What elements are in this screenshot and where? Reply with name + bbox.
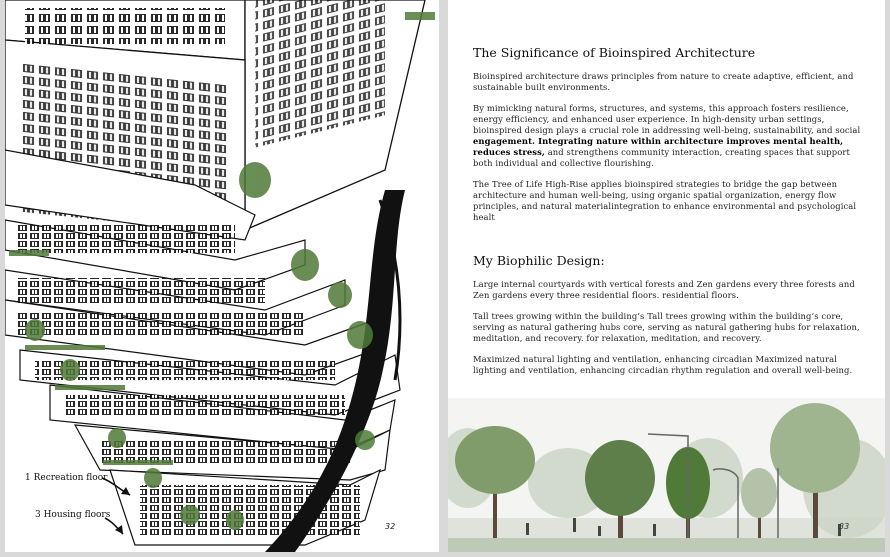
page-title: The Significance of Bioinspired Architecture (473, 45, 756, 60)
section-subtitle: My Biophilic Design: (473, 253, 605, 268)
mimicry-text-bold: engagement. Integrating nature within architecture improves mental health, reduces stress, (473, 136, 844, 157)
text-content (473, 45, 868, 386)
mimicry-text-start: By mimicking natural forms, structures, and systems, this approach fosters resilience, energy efficiency, and enhanced user experience. In high-density urban settings, bioinspired design plays a crucial role in addressing well-being, sustainability, and social (473, 103, 861, 135)
intro-paragraph: Bioinspired architecture draws principles from nature to create adaptive, efficient, and sustainable built environments. (473, 71, 854, 92)
left-page (5, 0, 439, 552)
recreation-floor-label: 1 Recreation floor (25, 473, 108, 483)
page-number-right: 33 (839, 522, 850, 531)
tree-of-life-paragraph: The Tree of Life High-Rise applies bioinspired strategies to bridge the gap between architecture and human well-being, using organic spatial organization, energy flow principles, and natural materialintegration to enhance environmental and psychological healt (473, 179, 857, 222)
courtyards-paragraph: Large internal courtyards with vertical forests and Zen gardens every three forests and Zen gardens every three residential floors. residential floors. (473, 279, 855, 300)
right-page (448, 0, 885, 552)
mimicry-text-end: and strengthens community interaction, creating spaces that support both individual and collective flourishing. (473, 147, 850, 168)
building-sketch (5, 0, 439, 552)
page-number-left: 32 (385, 522, 396, 531)
lighting-paragraph: Maximized natural lighting and ventilation, enhancing circadian Maximized natural lighting and ventilation, enhancing circadian rhythm regulation and overall well-being. (473, 354, 853, 375)
tall-trees-paragraph: Tall trees growing within the building’s Tall trees growing within the building’s core, serving as natural gathering hubs core, serving as natural gathering hubs for relaxation, meditation, and recovery. for relaxation, meditation, and recovery. (473, 311, 860, 343)
park-photo (448, 398, 885, 552)
housing-floors-label: 3 Housing floors (35, 510, 111, 520)
mimicry-paragraph (473, 103, 868, 169)
